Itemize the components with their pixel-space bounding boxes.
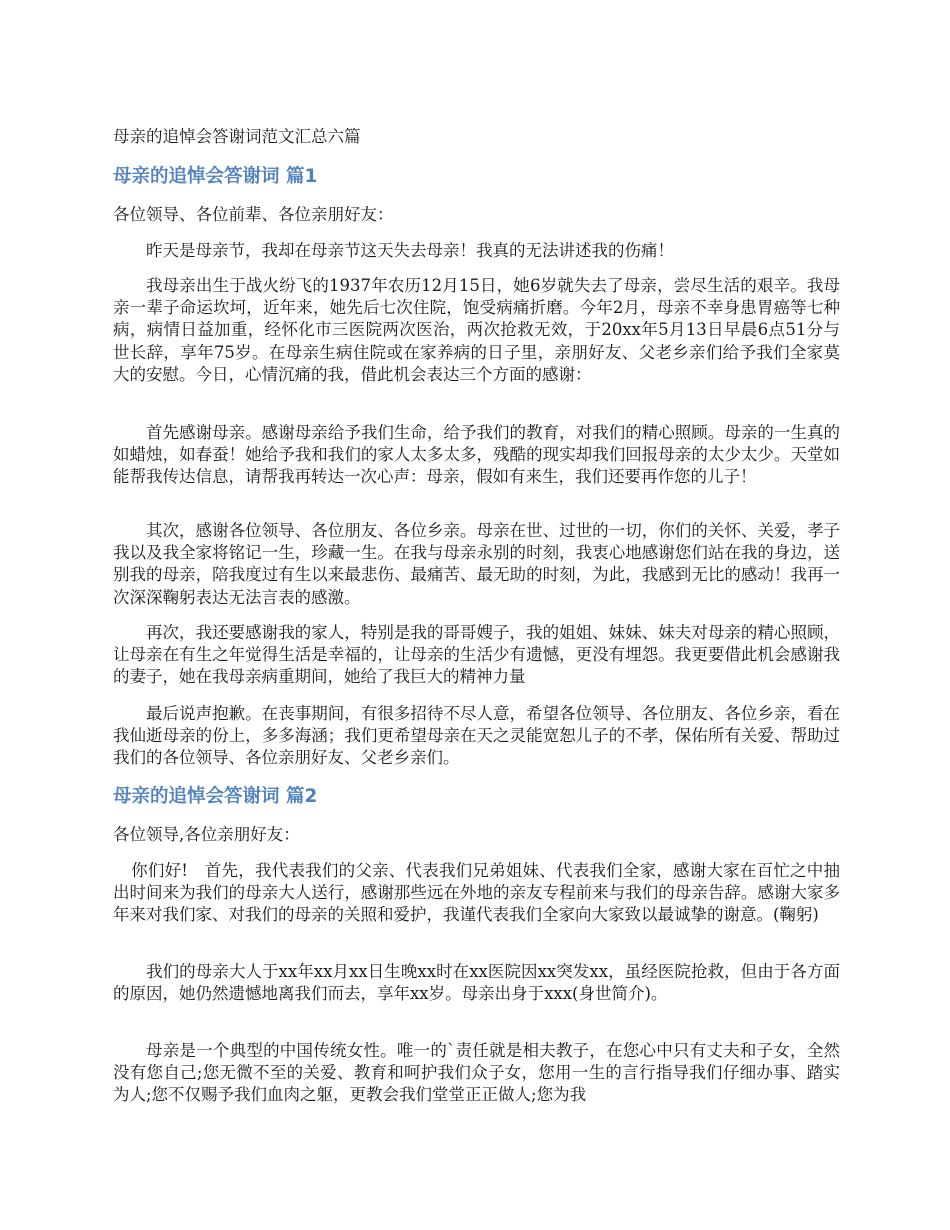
paragraph: 最后说声抱歉。在丧事期间，有很多招待不尽人意，希望各位领导、各位朋友、各位乡亲，看在我仙逝母亲的份上，多多海涵；我们更希望母亲在天之灵能宽恕儿子的不孝，保佑所有关爱、帮助过我们的各位领导、各位亲朋好友、父老乡亲们。 <box>113 704 840 768</box>
paragraph: 再次，我还要感谢我的家人，特别是我的哥哥嫂子，我的姐姐、妹妹、妹夫对母亲的精心照顾，让母亲在有生之年觉得生活是幸福的，让母亲的生活少有遗憾，更没有埋怨。我更要借此机会感谢我的妻子，她在我母亲病重期间，她给了我巨大的精神力量 <box>113 623 840 687</box>
document-title: 母亲的追悼会答谢词范文汇总六篇 <box>113 127 361 146</box>
salutation-1: 各位领导、各位前辈、各位亲朋好友： <box>113 205 394 224</box>
section-heading-2: 母亲的追悼会答谢词 篇2 <box>113 786 318 807</box>
paragraph: 首先感谢母亲。感谢母亲给予我们生命，给予我们的教育，对我们的精心照顾。母亲的一生真的如蜡烛，如春蚕！她给予我和我们的家人太多太多，残酷的现实却我们回报母亲的太少太少。天堂如能帮我传达信息，请帮我再转达一次心声：母亲，假如有来生，我们还要再作您的儿子！ <box>113 423 840 487</box>
salutation-2: 各位领导,各位亲朋好友： <box>113 825 300 844</box>
paragraph: 你们好! 首先，我代表我们的父亲、代表我们兄弟姐妹、代表我们全家，感谢大家在百忙之中抽出时间来为我们的母亲大人送行，感谢那些远在外地的亲友专程前来与我们的母亲告辞。感谢大家多年来对我们家、对我们的母亲的关照和爱护，我谨代表我们全家向大家致以最诚挚的谢意。(鞠躬) <box>113 861 840 925</box>
paragraph: 昨天是母亲节，我却在母亲节这天失去母亲！我真的无法讲述我的伤痛！ <box>146 241 674 260</box>
section-heading-1: 母亲的追悼会答谢词 篇1 <box>113 166 318 187</box>
paragraph: 其次，感谢各位领导、各位朋友、各位乡亲。母亲在世、过世的一切，你们的关怀、关爱，孝子我以及我全家将铭记一生，珍藏一生。在我与母亲永别的时刻，我衷心地感谢您们站在我的身边，送别我的母亲，陪我度过有生以来最悲伤、最痛苦、最无助的时刻，为此，我感到无比的感动！我再一次深深鞠躬表达无法言表的感激。 <box>113 521 840 607</box>
paragraph: 我们的母亲大人于xx年xx月xx日生晚xx时在xx医院因xx突发xx，虽经医院抢救，但由于各方面的原因，她仍然遗憾地离我们而去，享年xx岁。母亲出身于xxx(身世简介)。 <box>113 962 840 1004</box>
paragraph: 我母亲出生于战火纷飞的1937年农历12月15日，她6岁就失去了母亲，尝尽生活的艰辛。我母亲一辈子命运坎坷，近年来，她先后七次住院，饱受病痛折磨。今年2月，母亲不幸身患胃癌等七种病，病情日益加重，经怀化市三医院两次医治，两次抢救无效，于20xx年5月13日早晨6点51分与世长辞，享年75岁。在母亲生病住院或在家养病的日子里，亲朋好友、父老乡亲们给予我们全家莫大的安慰。今日，心情沉痛的我，借此机会表达三个方面的感谢： <box>113 276 840 384</box>
paragraph: 母亲是一个典型的中国传统女性。唯一的`责任就是相夫教子，在您心中只有丈夫和子女，全然没有您自己;您无微不至的关爱、教育和呵护我们众子女，您用一生的言行指导我们仔细办事、踏实为人;您不仅赐予我们血肉之躯，更教会我们堂堂正正做人;您为我 <box>113 1041 840 1105</box>
